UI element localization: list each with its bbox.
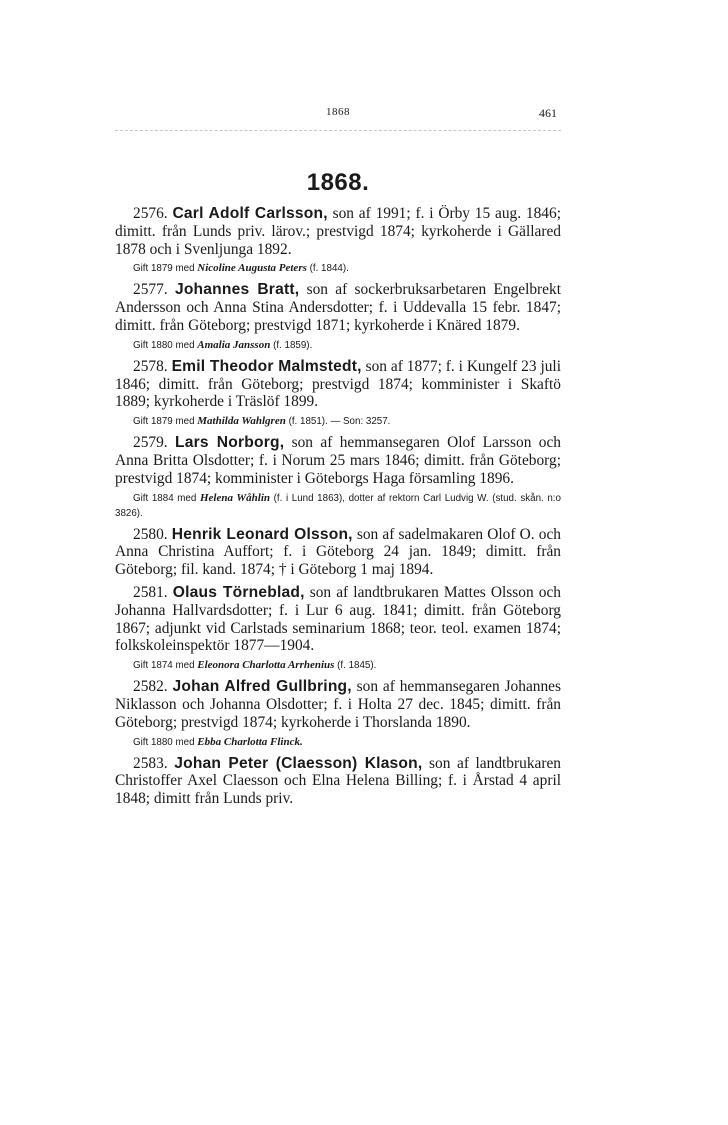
marriage-note: [115, 735, 561, 750]
marriage-suffix: (f. 1859).: [273, 339, 313, 351]
entry-body: [115, 678, 561, 731]
header-rule: [115, 130, 561, 131]
entry-text: son af landtbrukaren Mattes Olsson och Johanna Hallvardsdotter; f. i Lur 6 aug. 1841; dimitt. från Göteborg 1867; adjunkt vid Carlstads seminarium 1868; teor. teol. examen 1874; folkskoleinspektör 1877—1904.: [115, 583, 561, 655]
spouse-name: Ebba Charlotta Flinck.: [197, 735, 303, 748]
marriage-prefix: Gift 1884 med: [133, 492, 197, 504]
entry-2578: [115, 358, 561, 429]
entry-2582: [115, 678, 561, 749]
entry-2581: [115, 584, 561, 673]
marriage-prefix: Gift 1880 med: [133, 339, 195, 351]
entry-name: Carl Adolf Carlsson,: [172, 205, 328, 222]
marriage-note: [115, 658, 561, 673]
entry-2579: [115, 434, 561, 520]
entry-text: son af sadelmakaren Olof O. och Anna Christina Auffort; f. i Göteborg 24 jan. 1849; dimitt. från Göteborg; fil. kand. 1874; † i Göteborg 1 maj 1894.: [115, 525, 561, 579]
entry-number: 2583.: [133, 754, 168, 772]
spouse-name: Mathilda Wahlgren: [197, 415, 286, 428]
entry-name: Henrik Leonard Olsson,: [171, 525, 353, 543]
entry-name: Johannes Bratt,: [174, 281, 300, 299]
entry-number: 2579.: [133, 434, 168, 452]
marriage-suffix: (f. 1845).: [337, 660, 377, 672]
entry-text: son af 1991; f. i Örby 15 aug. 1846; dimitt. från Lunds priv. lärov.; prestvigd 1874; kyrkoherde i Gällared 1878 och i Svenljunga 1892.: [115, 205, 561, 258]
entry-2580: [115, 526, 561, 579]
entry-2583: [115, 755, 561, 808]
entry-number: 2577.: [133, 281, 168, 299]
entry-name: Lars Norborg,: [175, 434, 285, 452]
entry-text: son af hemmansegaren Olof Larsson och Anna Britta Olsdotter; f. i Norum 25 mars 1846; dimitt. från Göteborg; prestvigd 1874; komminister i Göteborgs Haga församling 1896.: [115, 434, 561, 487]
entry-2577: [115, 281, 561, 352]
running-head-year: 1868: [326, 106, 350, 118]
entry-name: Johan Alfred Gullbring,: [172, 678, 352, 696]
entry-number: 2578.: [133, 357, 168, 375]
entry-text: son af sockerbruksarbetaren Engelbrekt Andersson och Anna Stina Andersdotter; f. i Uddevalla 15 febr. 1847; dimitt. från Göteborg; prestvigd 1871; kyrkoherde i Knäred 1879.: [115, 281, 561, 334]
spouse-name: Amalia Jansson: [197, 338, 271, 351]
spouse-name: Helena Wåhlin: [199, 491, 271, 504]
marriage-note: [115, 338, 561, 353]
book-page: [115, 106, 561, 808]
entry-number: 2576.: [133, 205, 168, 222]
entry-text: son af 1877; f. i Kungelf 23 juli 1846; dimitt. från Göteborg; prestvigd 1874; komminister i Skaftö 1889; kyrkoherde i Träslöf 1899.: [115, 357, 561, 411]
entry-text: son af landtbrukaren Christoffer Axel Claesson och Elna Helena Billing; f. i Årstad 4 april 1848; dimitt från Lunds priv.: [115, 754, 561, 808]
entry-body: [115, 281, 561, 334]
entry-number: 2582.: [133, 678, 168, 696]
entry-body: [115, 584, 561, 655]
marriage-note: [115, 491, 561, 521]
page-number: 461: [539, 106, 557, 120]
spouse-name: Eleonora Charlotta Arrhenius: [197, 659, 335, 672]
entry-2576: [115, 205, 561, 276]
entry-text: son af hemmansegaren Johannes Niklasson och Johanna Olsdotter; f. i Holta 27 dec. 1845; dimitt. från Göteborg; prestvigd 1874; kyrkoherde i Thorslanda 1890.: [115, 678, 561, 731]
marriage-prefix: Gift 1880 med: [133, 736, 195, 748]
entry-number: 2581.: [133, 583, 168, 601]
entry-body: [115, 205, 561, 258]
marriage-note: [115, 414, 561, 429]
entry-body: [115, 526, 561, 579]
section-title: 1868.: [306, 169, 370, 196]
marriage-prefix: Gift 1879 med: [133, 416, 195, 428]
marriage-suffix: (f. 1844).: [309, 263, 349, 275]
marriage-prefix: Gift 1879 med: [133, 263, 195, 275]
entry-name: Johan Peter (Claesson) Klason,: [174, 754, 423, 772]
entry-name: Emil Theodor Malmstedt,: [171, 357, 362, 375]
entry-body: [115, 434, 561, 487]
marriage-note: [115, 261, 561, 276]
entry-body: [115, 358, 561, 411]
spouse-name: Nicoline Augusta Peters: [197, 262, 307, 275]
entry-name: Olaus Törneblad,: [172, 583, 305, 601]
entry-number: 2580.: [133, 525, 168, 543]
marriage-suffix: (f. 1851). — Son: 3257.: [288, 416, 391, 428]
marriage-prefix: Gift 1874 med: [133, 660, 195, 672]
entry-body: [115, 755, 561, 808]
running-head: [115, 106, 561, 124]
marriage-suffix: (f. i Lund 1863), dotter af rektorn Carl Ludvig W. (stud. skån. n:o 3826).: [115, 492, 561, 519]
